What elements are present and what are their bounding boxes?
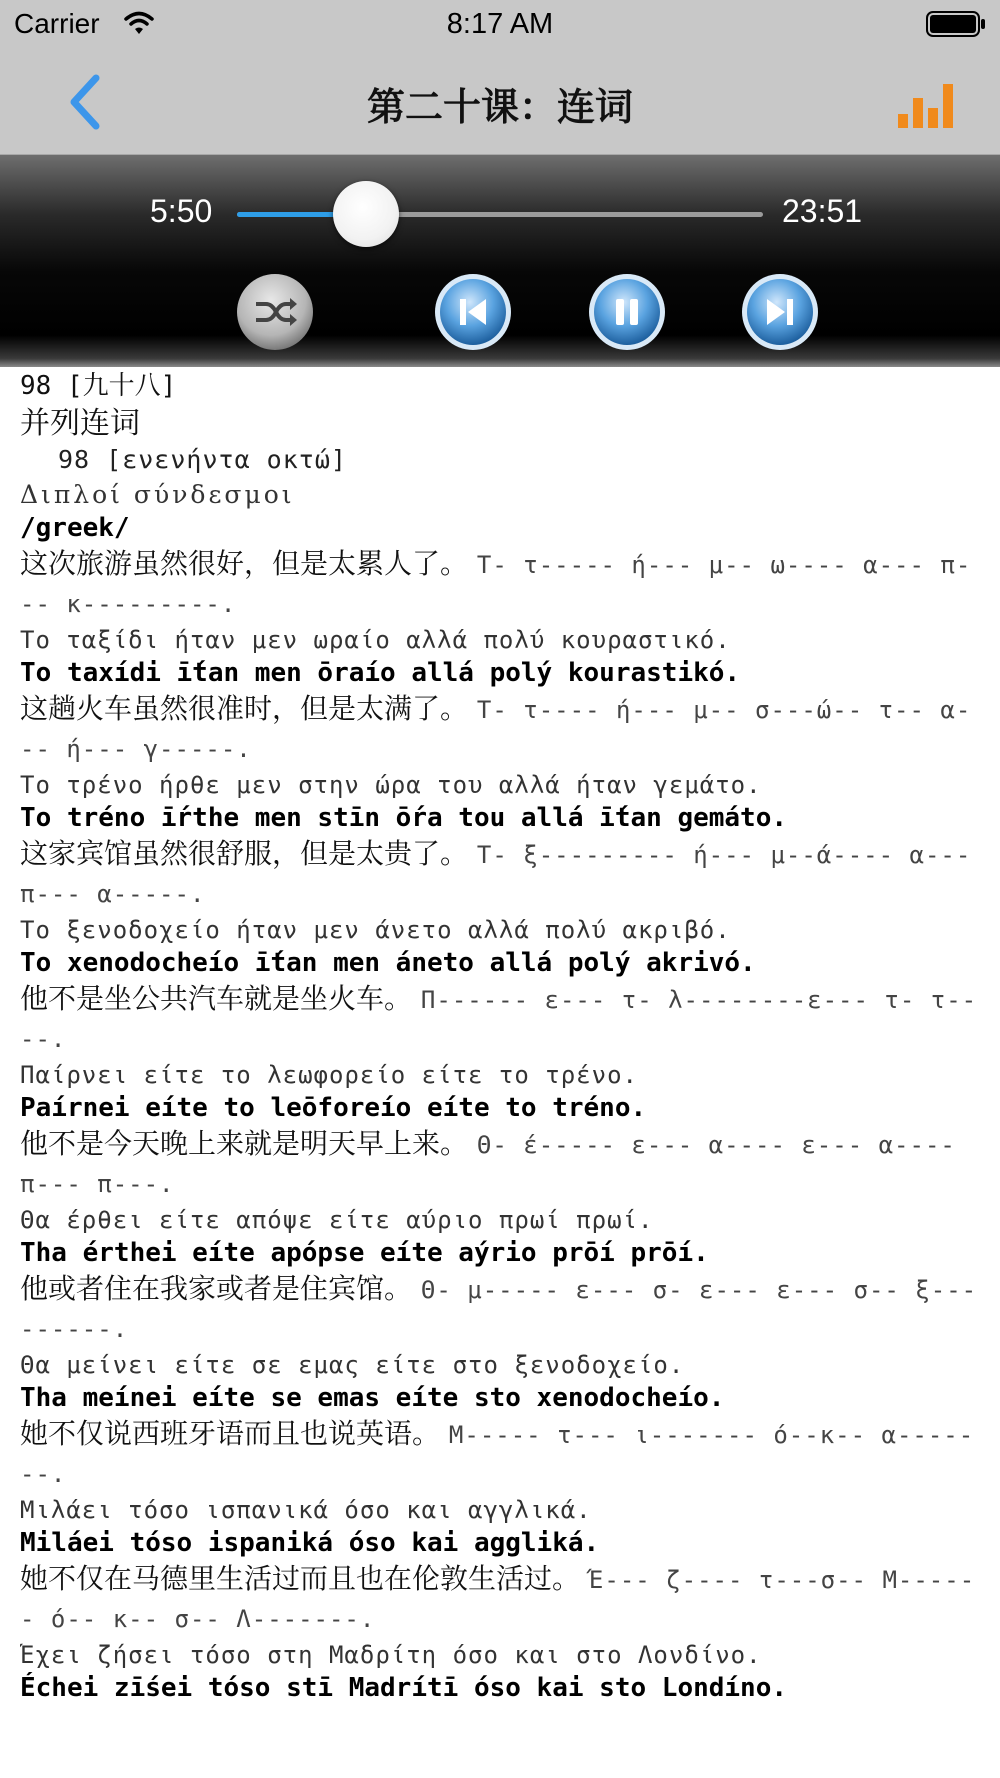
sentence-chinese-text: 她不仅在马德里生活过而且也在伦敦生活过。 xyxy=(20,1562,581,1595)
sentence-greek: Το ξενοδοχείο ήταν μεν άνετο αλλά πολύ ακριβό. xyxy=(20,916,731,944)
sentence-entry[interactable] xyxy=(20,1270,980,1415)
previous-button[interactable] xyxy=(434,273,512,351)
sentence-transliteration: Miláei tóso ispaniká óso kai aggliká. xyxy=(20,1528,600,1558)
sentence-chinese-text: 她不仅说西班牙语而且也说英语。 xyxy=(20,1417,441,1450)
pause-icon xyxy=(588,273,666,351)
sentence-entry[interactable] xyxy=(20,1415,980,1560)
pause-button[interactable] xyxy=(588,273,666,351)
sentence-blank-hint: Θ- μ----- ε--- σ- ε--- ε--- σ-- ξ---------. xyxy=(20,1276,978,1343)
sentence-blank-hint: Τ- τ----- ή--- μ-- ω---- α--- π--- κ---------. xyxy=(20,551,972,618)
lesson-content xyxy=(0,368,1000,1778)
stats-button[interactable] xyxy=(898,80,954,128)
sentence-greek: Μιλάει τόσο ισπανικά όσο και αγγλικά. xyxy=(20,1496,592,1524)
sentence-greek: Το ταξίδι ήταν μεν ωραίο αλλά πολύ κουραστικό. xyxy=(20,626,731,654)
sentence-chinese xyxy=(20,545,980,623)
sentence-transliteration: Tha érthei eíte apópse eíte aýrio prōí prōí. xyxy=(20,1238,709,1268)
sentence-chinese xyxy=(20,980,980,1058)
sentence-chinese-text: 他或者住在我家或者是住宾馆。 xyxy=(20,1272,413,1305)
sentence-greek: Θα έρθει είτε απόψε είτε αύριο πρωί πρωί. xyxy=(20,1206,654,1234)
lesson-number-greek: 98 [ενενήντα οκτώ] xyxy=(58,445,347,474)
carrier-label: Carrier xyxy=(14,8,100,39)
skip-previous-icon xyxy=(434,273,512,351)
navigation-bar xyxy=(0,50,1000,155)
sentence-chinese xyxy=(20,1125,980,1203)
bar-chart-icon xyxy=(898,80,954,128)
sentence-blank-hint: Π------ ε--- τ- λ--------ε--- τ- τ----. xyxy=(20,986,978,1053)
sentence-blank-hint: Μ----- τ--- ι------- ό--κ-- α-------. xyxy=(20,1421,975,1488)
sentence-chinese xyxy=(20,835,980,913)
battery-icon xyxy=(926,11,986,37)
audio-player xyxy=(0,155,1000,367)
lesson-heading-chinese: 并列连词 xyxy=(20,406,140,441)
total-time: 23:51 xyxy=(782,193,863,229)
sentence-blank-hint: Θ- έ----- ε--- α---- ε--- α---- π--- π---. xyxy=(20,1131,956,1198)
progress-slider[interactable] xyxy=(237,212,763,217)
sentence-chinese-text: 这次旅游虽然很好，但是太累人了。 xyxy=(20,547,469,580)
sentence-chinese xyxy=(20,1270,980,1348)
sentence-transliteration: To xenodocheío ī́tan men áneto allá polý akrivó. xyxy=(20,948,756,978)
sentence-greek: Έχει ζήσει τόσο στη Μαδρίτη όσο και στο Λονδίνο. xyxy=(20,1641,762,1669)
elapsed-time: 5:50 xyxy=(150,193,213,229)
page-title: 第二十课：连词 xyxy=(366,85,633,129)
next-button[interactable] xyxy=(741,273,819,351)
sentence-entry[interactable] xyxy=(20,1125,980,1270)
shuffle-icon xyxy=(236,273,314,351)
sentence-transliteration: Échei zī́sei tóso stī Madrítī óso kai sto Londíno. xyxy=(20,1673,788,1703)
status-time: 8:17 AM xyxy=(446,8,554,40)
sentence-chinese xyxy=(20,690,980,768)
language-tag: /greek/ xyxy=(20,513,130,543)
status-bar xyxy=(0,0,1000,50)
sentence-chinese xyxy=(20,1560,980,1638)
sentence-chinese-text: 他不是坐公共汽车就是坐火车。 xyxy=(20,982,413,1015)
sentence-transliteration: Paírnei eíte to leōforeío eíte to tréno. xyxy=(20,1093,647,1123)
sentence-chinese xyxy=(20,1415,980,1493)
lesson-number: 98 [九十八] xyxy=(20,371,177,401)
sentence-blank-hint: Έ--- ζ---- τ---σ-- Μ------ ό-- κ-- σ-- Λ-------. xyxy=(20,1566,976,1633)
sentence-entry[interactable] xyxy=(20,1560,980,1705)
sentence-entry[interactable] xyxy=(20,835,980,980)
lesson-heading-greek: Διπλοί σύνδεσμοι xyxy=(20,480,295,509)
sentence-greek: Παίρνει είτε το λεωφορείο είτε το τρένο. xyxy=(20,1061,638,1089)
sentence-blank-hint: Τ- ξ--------- ή--- μ--ά---- α--- π--- α-----. xyxy=(20,841,972,908)
slider-knob[interactable] xyxy=(333,181,399,247)
sentence-greek: Το τρένο ήρθε μεν στην ώρα του αλλά ήταν γεμάτο. xyxy=(20,771,762,799)
sentence-transliteration: Tha meínei eíte se emas eíte sto xenodocheío. xyxy=(20,1383,725,1413)
sentence-transliteration: To tréno ī́rthe men stīn ṓra tou allá ī́tan gemáto. xyxy=(20,803,788,833)
sentence-list xyxy=(20,545,980,1705)
sentence-blank-hint: Τ- τ---- ή--- μ-- σ---ώ-- τ-- α--- ή--- γ-----. xyxy=(20,696,972,763)
sentence-transliteration: To taxídi ī́tan men ōraío allá polý kourastikó. xyxy=(20,658,741,688)
sentence-entry[interactable] xyxy=(20,545,980,690)
sentence-entry[interactable] xyxy=(20,980,980,1125)
shuffle-button[interactable] xyxy=(236,273,314,351)
skip-next-icon xyxy=(741,273,819,351)
sentence-chinese-text: 这趟火车虽然很准时，但是太满了。 xyxy=(20,692,469,725)
sentence-chinese-text: 这家宾馆虽然很舒服，但是太贵了。 xyxy=(20,837,469,870)
sentence-entry[interactable] xyxy=(20,690,980,835)
sentence-chinese-text: 他不是今天晚上来就是明天早上来。 xyxy=(20,1127,469,1160)
sentence-greek: Θα μείνει είτε σε εμας είτε στο ξενοδοχείο. xyxy=(20,1351,685,1379)
